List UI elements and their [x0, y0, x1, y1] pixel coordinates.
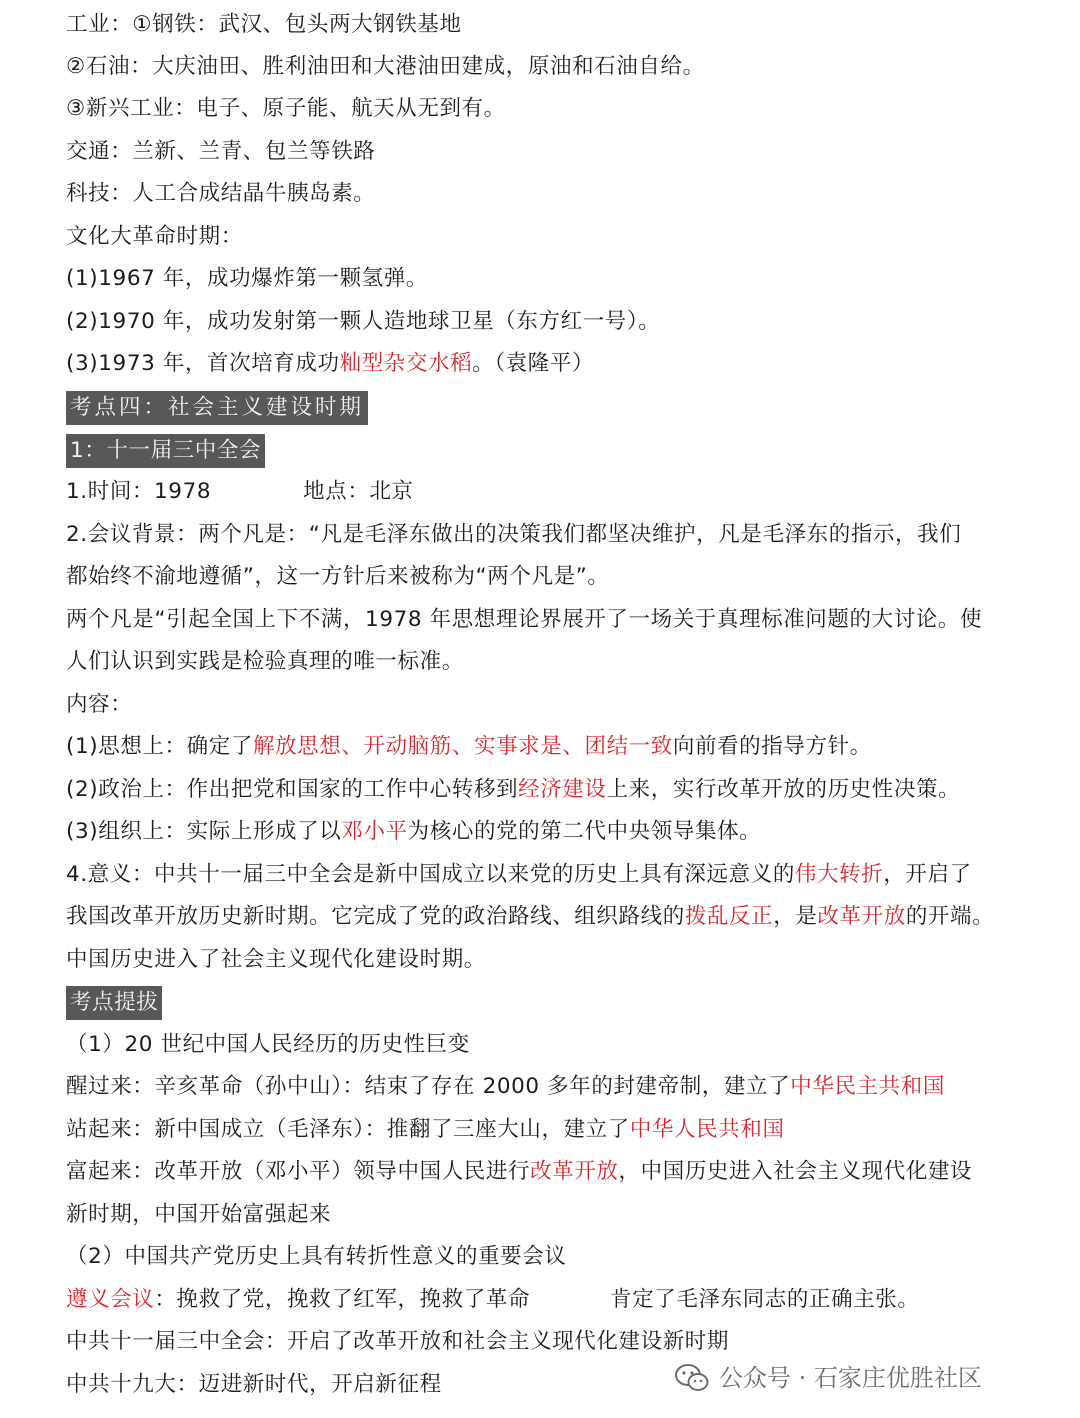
text-line: (3)1973 年，首次培育成功籼型杂交水稻。（袁隆平） — [66, 351, 595, 376]
highlight-text: 遵义会议 — [66, 1287, 155, 1312]
wechat-icon — [675, 1364, 709, 1392]
watermark — [675, 1358, 982, 1398]
text-line: （2）中国共产党历史上具有转折性意义的重要会议 — [66, 1244, 567, 1269]
text-line: （1）20 世纪中国人民经历的历史性巨变 — [66, 1032, 470, 1057]
subsection-heading — [66, 431, 265, 471]
highlight-text: 中华人民共和国 — [629, 1117, 785, 1142]
text-line: 我国改革开放历史新时期。它完成了党的政治路线、组织路线的拨乱反正，是改革开放的开端。 — [66, 904, 995, 929]
highlight-text: 解放思想、开动脑筋、实事求是、团结一致 — [252, 734, 673, 759]
text-line: 醒过来：辛亥革命（孙中山）：结束了存在 2000 多年的封建帝制，建立了中华民主共和国 — [66, 1074, 945, 1099]
text-line: 交通：兰新、兰青、包兰等铁路 — [66, 139, 376, 164]
text-line: ③新兴工业：电子、原子能、航天从无到有。 — [66, 96, 506, 121]
text-line: (2)政治上：作出把党和国家的工作中心转移到经济建设上来，实行改革开放的历史性决策。 — [66, 777, 961, 802]
section-heading — [66, 983, 162, 1023]
highlight-text: 伟大转折 — [794, 862, 884, 887]
highlight-text: 经济建设 — [518, 777, 607, 802]
text-line: 中共十一届三中全会：开启了改革开放和社会主义现代化建设新时期 — [66, 1329, 730, 1354]
text-line: 人们认识到实践是检验真理的唯一标准。 — [66, 649, 464, 674]
text-line: 文化大革命时期： — [66, 224, 243, 249]
text-line: 两个凡是“引起全国上下不满，1978 年思想理论界展开了一场关于真理标准问题的大讨论。使 — [66, 607, 983, 632]
text-line: 1.时间：1978 地点：北京 — [66, 479, 414, 504]
text-line: 遵义会议：挽救了党，挽救了红军，挽救了革命 肯定了毛泽东同志的正确主张。 — [66, 1287, 920, 1312]
text-line: ②石油：大庆油田、胜利油田和大港油田建成，原油和石油自给。 — [66, 54, 705, 79]
text-line: 4.意义：中共十一届三中全会是新中国成立以来党的历史上具有深远意义的伟大转折，开启了 — [66, 862, 972, 887]
text-line: 新时期，中国开始富强起来 — [66, 1202, 332, 1227]
text-line: 站起来：新中国成立（毛泽东）：推翻了三座大山，建立了中华人民共和国 — [66, 1117, 785, 1142]
text-line: 内容： — [66, 692, 133, 717]
section-label: 考点四：社会主义建设时期 — [66, 391, 368, 425]
text-line: 中共十九大：迈进新时代，开启新征程 — [66, 1372, 442, 1397]
text-line: 都始终不渝地遵循”，这一方针后来被称为“两个凡是”。 — [66, 564, 610, 589]
text-line: (2)1970 年，成功发射第一颗人造地球卫星（东方红一号）。 — [66, 309, 661, 334]
highlight-text: 邓小平 — [341, 819, 408, 844]
text-line: 科技：人工合成结晶牛胰岛素。 — [66, 181, 376, 206]
watermark-text: 公众号 · 石家庄优胜社区 — [719, 1364, 982, 1392]
text-line: (1)1967 年，成功爆炸第一颗氢弹。 — [66, 266, 429, 291]
highlight-text: 改革开放 — [530, 1159, 619, 1184]
highlight-text: 中华民主共和国 — [790, 1074, 945, 1099]
text-line: (3)组织上：实际上形成了以邓小平为核心的党的第二代中央领导集体。 — [66, 819, 762, 844]
text-line: 中国历史进入了社会主义现代化建设时期。 — [66, 947, 486, 972]
section-heading — [66, 388, 368, 428]
highlight-text: 拨乱反正 — [684, 904, 774, 929]
text-line: 2.会议背景：两个凡是：“凡是毛泽东做出的决策我们都坚决维护，凡是毛泽东的指示，我们 — [66, 522, 962, 547]
text-line: 工业：①钢铁：武汉、包头两大钢铁基地 — [66, 12, 462, 37]
text-line: 富起来：改革开放（邓小平）领导中国人民进行改革开放，中国历史进入社会主义现代化建设 — [66, 1159, 973, 1184]
section-label: 考点提拔 — [66, 986, 162, 1020]
highlight-text: 改革开放 — [817, 904, 906, 929]
subsection-label: 1：十一届三中全会 — [66, 434, 265, 468]
highlight-text: 籼型杂交水稻 — [339, 351, 473, 376]
text-line: (1)思想上：确定了解放思想、开动脑筋、实事求是、团结一致向前看的指导方针。 — [66, 734, 872, 759]
